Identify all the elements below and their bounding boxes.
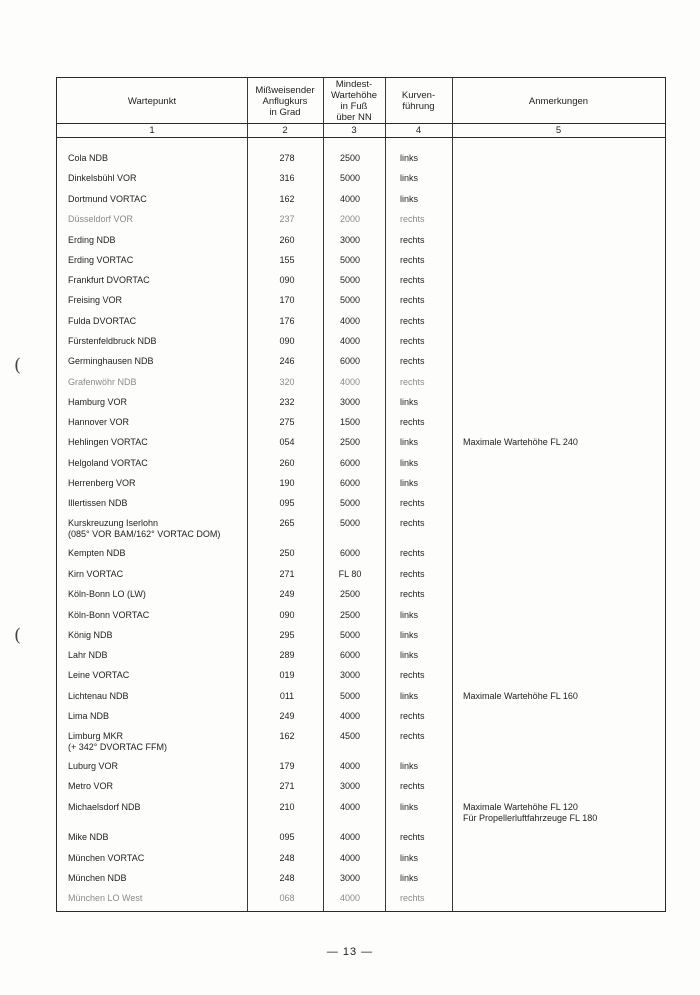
cell-wartepunkt: Luburg VOR	[68, 761, 119, 771]
cell-kurvenfuehrung: links	[400, 458, 419, 468]
cell-anflugkurs: 260	[279, 458, 295, 468]
cell-wartehoehe: 5000	[339, 173, 361, 183]
cell-anflugkurs: 095	[279, 498, 295, 508]
column-number-5: 5	[555, 125, 562, 136]
cell-wartehoehe: 2500	[339, 610, 361, 620]
column-number-divider	[57, 137, 665, 138]
cell-wartehoehe: 1500	[339, 417, 361, 427]
cell-wartehoehe: 2500	[339, 589, 361, 599]
cell-kurvenfuehrung: rechts	[400, 670, 425, 680]
cell-kurvenfuehrung: links	[400, 650, 419, 660]
cell-wartepunkt: Köln-Bonn VORTAC	[68, 610, 150, 620]
cell-kurvenfuehrung: rechts	[400, 711, 425, 721]
cell-wartepunkt: Lima NDB	[68, 711, 110, 721]
cell-kurvenfuehrung: links	[400, 802, 419, 812]
cell-kurvenfuehrung: links	[400, 437, 419, 447]
cell-kurvenfuehrung: rechts	[400, 255, 425, 265]
header-divider	[57, 123, 665, 124]
cell-wartehoehe: 5000	[339, 295, 361, 305]
cell-wartehoehe: 4000	[339, 761, 361, 771]
cell-wartehoehe: FL 80	[338, 569, 362, 579]
cell-wartehoehe: 3000	[339, 397, 361, 407]
cell-kurvenfuehrung: links	[400, 397, 419, 407]
cell-kurvenfuehrung: links	[400, 630, 419, 640]
cell-wartepunkt: Herrenberg VOR	[68, 478, 136, 488]
cell-anmerkung: Maximale Wartehöhe FL 160	[463, 691, 578, 701]
cell-anflugkurs: 179	[279, 761, 295, 771]
column-number-2: 2	[282, 125, 288, 136]
cell-anflugkurs: 295	[279, 630, 295, 640]
cell-wartehoehe: 4000	[339, 711, 361, 721]
cell-anflugkurs: 162	[279, 194, 295, 204]
cell-kurvenfuehrung: rechts	[400, 295, 425, 305]
cell-anflugkurs: 265	[279, 518, 295, 528]
cell-wartepunkt: Grafenwöhr NDB	[68, 377, 137, 387]
cell-wartehoehe: 4000	[339, 194, 361, 204]
column-divider	[385, 78, 386, 911]
cell-wartepunkt: Dinkelsbühl VOR	[68, 173, 137, 183]
cell-anflugkurs: 275	[279, 417, 295, 427]
holding-points-table	[56, 77, 666, 912]
cell-anflugkurs: 068	[279, 893, 295, 903]
cell-anflugkurs: 162	[279, 731, 295, 741]
cell-anflugkurs: 250	[279, 548, 295, 558]
cell-wartehoehe: 4000	[339, 336, 361, 346]
cell-wartepunkt: König NDB	[68, 630, 113, 640]
cell-anflugkurs: 095	[279, 832, 295, 842]
cell-anflugkurs: 155	[279, 255, 295, 265]
cell-wartepunkt: Fulda DVORTAC	[68, 316, 137, 326]
cell-wartehoehe: 4000	[339, 316, 361, 326]
cell-anflugkurs: 248	[279, 873, 295, 883]
cell-wartepunkt: Kempten NDB	[68, 548, 126, 558]
cell-kurvenfuehrung: links	[400, 761, 419, 771]
cell-wartehoehe: 6000	[339, 650, 361, 660]
cell-wartepunkt: Frankfurt DVORTAC	[68, 275, 150, 285]
cell-wartehoehe: 3000	[339, 873, 361, 883]
cell-kurvenfuehrung: rechts	[400, 498, 425, 508]
cell-wartehoehe: 5000	[339, 691, 361, 701]
cell-anflugkurs: 249	[279, 589, 295, 599]
cell-kurvenfuehrung: rechts	[400, 781, 425, 791]
cell-anmerkung: Maximale Wartehöhe FL 120 Für Propellerluftfahrzeuge FL 180	[463, 802, 598, 823]
cell-wartepunkt: Metro VOR	[68, 781, 114, 791]
cell-anflugkurs: 278	[279, 153, 295, 163]
cell-wartepunkt: Illertissen NDB	[68, 498, 128, 508]
cell-wartehoehe: 6000	[339, 478, 361, 488]
cell-wartehoehe: 2500	[339, 153, 361, 163]
cell-kurvenfuehrung: links	[400, 153, 419, 163]
cell-wartehoehe: 2500	[339, 437, 361, 447]
column-divider	[452, 78, 453, 911]
cell-wartepunkt: Helgoland VORTAC	[68, 458, 148, 468]
cell-wartehoehe: 6000	[339, 458, 361, 468]
cell-wartepunkt: Michaelsdorf NDB	[68, 802, 141, 812]
column-number-3: 3	[351, 125, 357, 136]
cell-kurvenfuehrung: rechts	[400, 548, 425, 558]
cell-wartepunkt: Hannover VOR	[68, 417, 130, 427]
cell-wartepunkt: Hehlingen VORTAC	[68, 437, 148, 447]
cell-wartepunkt: Düsseldorf VOR	[68, 214, 134, 224]
cell-wartehoehe: 4000	[339, 832, 361, 842]
cell-wartepunkt: Fürstenfeldbruck NDB	[68, 336, 157, 346]
binding-mark: (	[14, 355, 22, 376]
cell-anflugkurs: 019	[279, 670, 295, 680]
cell-wartepunkt: Leine VORTAC	[68, 670, 130, 680]
cell-kurvenfuehrung: links	[400, 194, 419, 204]
cell-wartehoehe: 3000	[339, 670, 361, 680]
cell-kurvenfuehrung: rechts	[400, 214, 425, 224]
cell-anflugkurs: 190	[279, 478, 295, 488]
cell-wartehoehe: 4000	[339, 802, 361, 812]
cell-wartepunkt: Freising VOR	[68, 295, 123, 305]
cell-wartepunkt: Lichtenau NDB	[68, 691, 129, 701]
cell-wartehoehe: 5000	[339, 255, 361, 265]
cell-anflugkurs: 090	[279, 336, 295, 346]
cell-anflugkurs: 054	[279, 437, 295, 447]
cell-anflugkurs: 249	[279, 711, 295, 721]
cell-kurvenfuehrung: links	[400, 610, 419, 620]
cell-anflugkurs: 090	[279, 610, 295, 620]
cell-wartepunkt: Kurskreuzung Iserlohn (085° VOR BAM/162° VORTAC DOM)	[68, 518, 221, 539]
cell-wartepunkt: München NDB	[68, 873, 127, 883]
column-number-4: 4	[415, 125, 422, 136]
cell-wartehoehe: 5000	[339, 498, 361, 508]
cell-anflugkurs: 316	[279, 173, 295, 183]
column-number-1: 1	[149, 125, 155, 136]
cell-anflugkurs: 232	[279, 397, 295, 407]
header-anflugkurs: Mißweisender Anflugkurs in Grad	[255, 84, 315, 118]
cell-anflugkurs: 170	[279, 295, 295, 305]
cell-wartepunkt: Dortmund VORTAC	[68, 194, 147, 204]
cell-kurvenfuehrung: rechts	[400, 731, 425, 741]
cell-anflugkurs: 011	[279, 691, 295, 701]
cell-kurvenfuehrung: rechts	[400, 275, 425, 285]
cell-anflugkurs: 237	[279, 214, 295, 224]
cell-wartepunkt: Limburg MKR (+ 342° DVORTAC FFM)	[68, 731, 168, 752]
cell-wartehoehe: 5000	[339, 630, 361, 640]
cell-kurvenfuehrung: links	[400, 873, 419, 883]
cell-anflugkurs: 176	[279, 316, 295, 326]
cell-kurvenfuehrung: rechts	[400, 518, 425, 528]
cell-wartehoehe: 4000	[339, 893, 361, 903]
cell-kurvenfuehrung: rechts	[400, 336, 425, 346]
cell-wartepunkt: Germinghausen NDB	[68, 356, 154, 366]
cell-wartepunkt: Cola NDB	[68, 153, 109, 163]
cell-kurvenfuehrung: rechts	[400, 235, 425, 245]
cell-anflugkurs: 289	[279, 650, 295, 660]
cell-wartehoehe: 4000	[339, 377, 361, 387]
cell-kurvenfuehrung: links	[400, 173, 419, 183]
cell-anflugkurs: 320	[279, 377, 295, 387]
cell-kurvenfuehrung: rechts	[400, 832, 425, 842]
cell-wartehoehe: 6000	[339, 548, 361, 558]
cell-kurvenfuehrung: rechts	[400, 377, 425, 387]
cell-wartepunkt: München LO West	[68, 893, 143, 903]
cell-wartehoehe: 5000	[339, 275, 361, 285]
cell-wartehoehe: 3000	[339, 235, 361, 245]
header-wartepunkt: Wartepunkt	[127, 95, 177, 107]
cell-wartehoehe: 2000	[339, 214, 361, 224]
cell-anflugkurs: 090	[279, 275, 295, 285]
cell-anflugkurs: 271	[279, 781, 295, 791]
cell-wartepunkt: Hamburg VOR	[68, 397, 128, 407]
cell-wartepunkt: München VORTAC	[68, 853, 145, 863]
cell-kurvenfuehrung: rechts	[400, 569, 425, 579]
cell-wartepunkt: Erding VORTAC	[68, 255, 134, 265]
cell-wartehoehe: 4000	[339, 853, 361, 863]
page-number: — 13 —	[326, 946, 374, 958]
cell-wartepunkt: Köln-Bonn LO (LW)	[68, 589, 146, 599]
cell-kurvenfuehrung: links	[400, 478, 419, 488]
cell-wartehoehe: 4500	[339, 731, 361, 741]
binding-mark: (	[14, 625, 22, 646]
cell-kurvenfuehrung: links	[400, 853, 419, 863]
cell-kurvenfuehrung: rechts	[400, 417, 425, 427]
cell-anflugkurs: 271	[279, 569, 295, 579]
cell-anflugkurs: 260	[279, 235, 295, 245]
cell-anmerkung: Maximale Wartehöhe FL 240	[463, 437, 578, 447]
cell-wartepunkt: Kirn VORTAC	[68, 569, 124, 579]
cell-anflugkurs: 246	[279, 356, 295, 366]
header-wartehoehe: Mindest- Wartehöhe in Fuß über NN	[330, 79, 378, 123]
cell-anflugkurs: 248	[279, 853, 295, 863]
cell-kurvenfuehrung: rechts	[400, 316, 425, 326]
header-kurvenfuehrung: Kurven- führung	[401, 90, 436, 112]
cell-kurvenfuehrung: rechts	[400, 589, 425, 599]
cell-wartehoehe: 3000	[339, 781, 361, 791]
cell-wartepunkt: Lahr NDB	[68, 650, 108, 660]
cell-wartehoehe: 5000	[339, 518, 361, 528]
cell-wartehoehe: 6000	[339, 356, 361, 366]
cell-kurvenfuehrung: rechts	[400, 356, 425, 366]
cell-wartepunkt: Erding NDB	[68, 235, 116, 245]
cell-wartepunkt: Mike NDB	[68, 832, 109, 842]
cell-kurvenfuehrung: rechts	[400, 893, 425, 903]
cell-anflugkurs: 210	[279, 802, 295, 812]
cell-kurvenfuehrung: links	[400, 691, 419, 701]
header-anmerkungen: Anmerkungen	[528, 95, 589, 107]
